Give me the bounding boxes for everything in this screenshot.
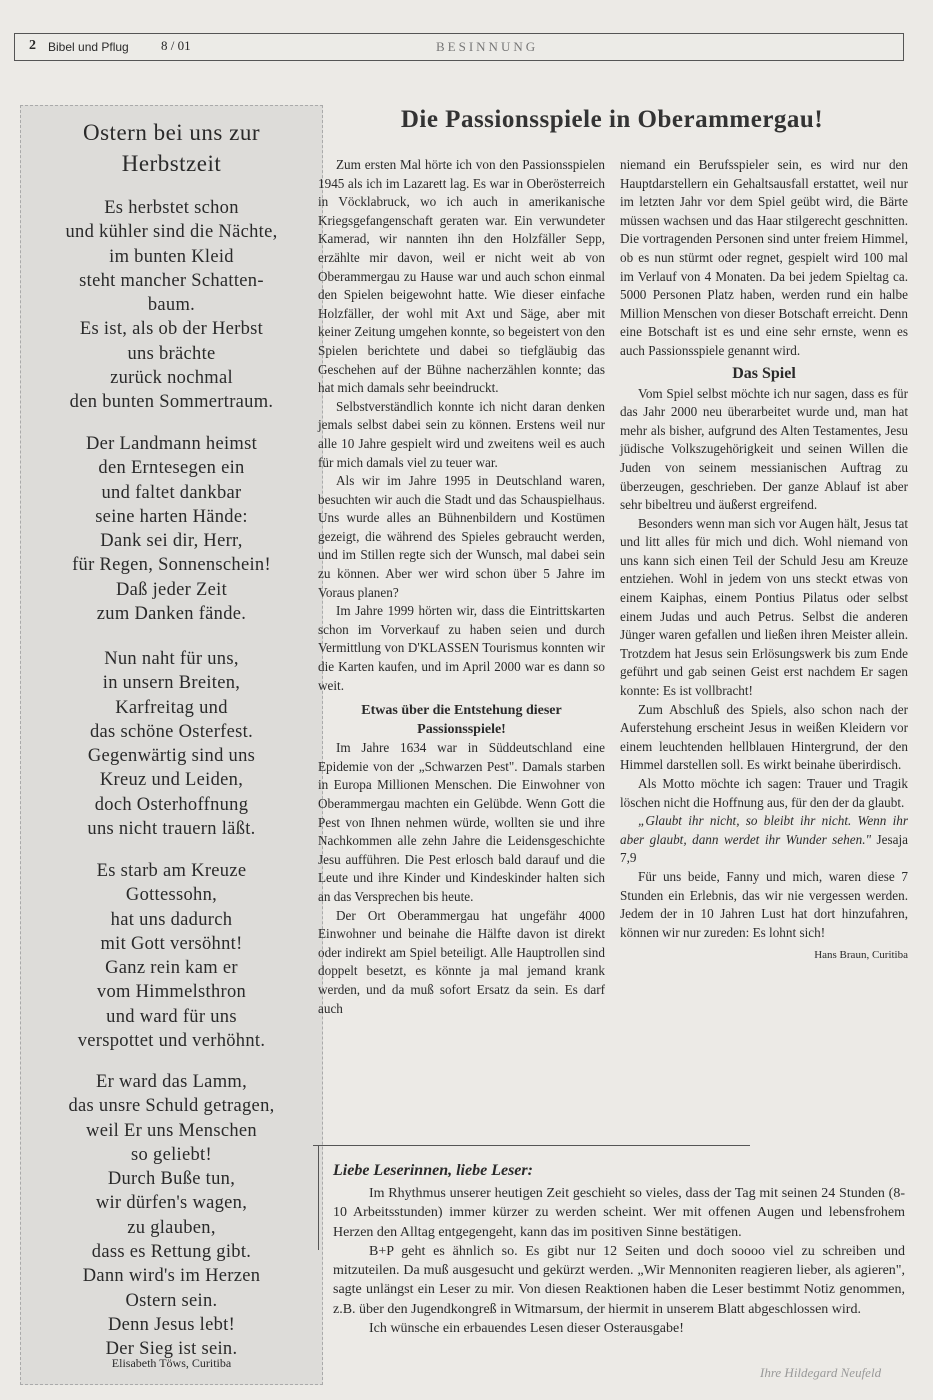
poem-title: Ostern bei uns zur Herbstzeit (83, 120, 260, 176)
paragraph: Der Ort Oberammergau hat ungefähr 4000 Einwohner und beinahe die Hälfte davon ist direkt oder indirekt am Spiel beteiligt. Alle Hauptrollen sind doppelt besetzt, es könnte ja mal jemand krank werden, und da muß sofort Ersatz da sein. Es darf auch (318, 907, 605, 1016)
subheading: Das Spiel (732, 364, 796, 382)
bible-quote: „Glaubt ihr nicht, so bleibt ihr nicht. Wenn ihr aber glaubt, dann werdet ihr Wunder sehen." Jesaja 7,9 (620, 813, 908, 866)
paragraph: Besonders wenn man sich vor Augen hält, Jesus tat und litt alles für mich und dich. Wohl niemand von uns kann sich einen Teil der Schuld Jesu am Kreuze entziehen. Wohl in jedem von uns steckt etwas von einem Kaiphas, einem Pontius Pilatus oder selbst einem Judas und auch Petrus. Selbst die anderen Jünger waren gefallen und ließen ihren Meister allein. Trotzdem hat Jesus sein Erlösungswerk bis zum Ende geführt und gab seinen Geist erst nachdem Er sagen konnte: Es ist vollbracht! (620, 515, 908, 699)
magazine-name: Bibel und Pflug (48, 40, 129, 54)
paragraph: Zum Abschluß des Spiels, also schon nach der Auferstehung erscheint Jesus in weißen Kleidern vor einem leuchtenden hellblauen Hintergrund, der den Himmel darstellen soll. Es wirkt beinahe überirdisch. (620, 701, 908, 773)
paragraph: B+P geht es ähnlich so. Es gibt nur 12 Seiten und doch soooo viel zu schreiben und mitzuteilen. Da muß ausgesucht und gekürzt werden. „Wir Mennoniten reagieren lieber, als agieren", sagte unlängst ein Leser zu mir. Von diesen Reaktionen haben die Leser bestimmt Notiz genommen, z.B. über den Jugendkongreß in Witmarsum, der hiermit in unserem Blatt abgeschlossen wird. (333, 1243, 905, 1317)
poem-stanza-3: Nun naht für uns, in unsern Breiten, Karfreitag und das schöne Osterfest. Gegenwärtig sind uns Kreuz und Leiden, doch Osterhoffnung uns nicht trauern läßt. (87, 649, 256, 840)
section-title: BESINNUNG (436, 39, 539, 54)
subheading: Etwas über die Entstehung dieser Passionsspiele! (361, 703, 562, 738)
article-column-2 (620, 156, 908, 965)
paragraph: Für uns beide, Fanny und mich, waren diese 7 Stunden ein Erlebnis, das wir nie vergessen werden. Jedem der in 10 Jahren Lust hat dort hinzufahren, können wir nur zureden: Es lohnt sich! (620, 868, 908, 940)
poem-stanza-5: Er ward das Lamm, das unsre Schuld getragen, weil Er uns Menschen so geliebt! Durch Buße tun, wir dürfen's wagen, zu glauben, dass es Rettung gibt. Dann wird's im Herzen Ostern sein. Denn Jesus lebt! Der Sieg ist sein. (68, 1072, 275, 1360)
paragraph: Im Jahre 1999 hörten wir, dass die Eintrittskarten schon im Vorverkauf zu haben seien und durch Vermittlung von D'KLASSEN Tourismus konnten wir die Karten kaufen, und im April 2000 war es dann so weit. (318, 603, 605, 693)
note-signature: Ihre Hildegard Neufeld (760, 1365, 882, 1380)
paragraph: Selbstverständlich konnte ich nicht daran denken jemals selbst dabei sein zu können. Erstens weil nur alle 10 Jahre gespielt wird und zweitens weil es auch für mich damals viel zu teuer war. (318, 398, 605, 470)
article-signature: Hans Braun, Curitiba (814, 949, 908, 962)
paragraph: Vom Spiel selbst möchte ich nur sagen, dass es für das Jahr 2000 neu überarbeitet wurde und, man hat mehr als bisher, aufgrund des Alten Testamentes, Jesu jüdische Volkszugehörigkeit und seinen Willen die Juden von seinem messianischen Auftrag zu überzeugen, geschrieben. Der ganze Ablauf ist aber sehr bibeltreu und äußerst ergreifend. (620, 385, 908, 513)
paragraph: Als Motto möchte ich sagen: Trauer und Tragik löschen nicht die Hoffnung aus, für den der da glaubt. (620, 776, 908, 810)
paragraph: Ich wünsche ein erbauendes Lesen dieser Osterausgabe! (369, 1321, 684, 1337)
divider (318, 1145, 319, 1250)
article-column-1 (318, 156, 605, 1018)
poem-stanza-1: Es herbstet schon und kühler sind die Nächte, im bunten Kleid steht mancher Schatten- baum. Es ist, als ob der Herbst uns brächte zurück nochmal den bunten Sommertraum. (65, 198, 278, 413)
poem-stanza-2: Der Landmann heimst den Erntesegen ein und faltet dankbar seine harten Hände: Dank sei dir, Herr, für Regen, Sonnenschein! Daß jeder Zeit zum Danken fände. (72, 434, 271, 625)
paragraph: niemand ein Berufsspieler sein, es wird nur den Hauptdarstellern ein Gehaltsausfall erstattet, weil nur im letzten Jahr vor dem Spiel geübt wird, die Bärte müssen wachsen und das Haar stilgerecht geschnitten. Die vortragenden Personen sind unter freiem Himmel, ob es nun stürmt oder regnet, gespielt wird 100 mal im Verlauf von 4 Monaten. Da bei jedem Spieltag ca. 5000 Personen Platz haben, werden rund ein halbe Million Menschen von dieser Botschaft erreicht. Denn eine Botschaft ist es und eine sehr ernste, wenn es auch Passionsspiele genannt wird. (620, 157, 908, 358)
editor-note (333, 1184, 905, 1338)
poem-stanza-4: Es starb am Kreuze Gottessohn, hat uns dadurch mit Gott versöhnt! Ganz rein kam er vom Himmelsthron und ward für uns verspottet und verhöhnt. (77, 861, 266, 1052)
paragraph: Zum ersten Mal hörte ich von den Passionsspielen 1945 als ich im Lazarett lag. Es war in Oberösterreich in Vöcklabruck, wo ich auch in amerikanische Kriegsgefangenschaft geraten war. Ein verwundeter Kamerad, wir nannten ihn den Holzfäller Sepp, erzählte mir davon, weil er nicht weit ab von Oberammergau zu Hause war und auch schon einmal den Spielen beigewohnt hatte. Wie dieser einfache Holzfäller, der wohl mit Axt und Säge, aber mit keiner Zeitung umgehen konnte, so begeistert von den Spielen berichtete und dabei so tiefgläubig das Geschehen auf der Bühne nacherzählen konnte; das hat mich damals sehr beeindruckt. (318, 157, 605, 396)
article-title: Die Passionsspiele in Oberammergau! (400, 106, 824, 133)
poem-author: Elisabeth Töws, Curitiba (111, 1356, 232, 1370)
paragraph: Als wir im Jahre 1995 in Deutschland waren, besuchten wir auch die Stadt und das Schauspielhaus. Uns wurde alles an Bühnenbildern und Kostümen gezeigt, die während des Spieles gebraucht werden, und im Stillen regte sich der Wunsch, mal dabei sein zu können. Aber wer wird schon über 5 Jahre im Voraus planen? (318, 473, 605, 600)
page-number: 2 (29, 38, 36, 53)
issue-number: 8 / 01 (161, 38, 191, 53)
paragraph: Im Rhythmus unserer heutigen Zeit geschieht so vieles, dass der Tag mit seinen 24 Stunden (8-10 Arbeitsstunden) immer kürzer zu werden scheint. Wer mit offenen Augen und lebensfrohem Herzen den Alltag entgegengeht, kann das im positiven Sinne bestätigen. (333, 1186, 905, 1240)
divider (313, 1145, 750, 1146)
note-heading: Liebe Leserinnen, liebe Leser: (333, 1162, 533, 1179)
page-header (14, 33, 904, 61)
paragraph: Im Jahre 1634 war in Süddeutschland eine Epidemie von der „Schwarzen Pest". Damals starben in Europa Millionen Menschen. Die Einwohner von Oberammergau machten ein Gelübde. Wenn Gott die Pest von Ihnen nehmen würde, wollten sie und ihre Nachkommen alle zehn Jahre die Leidensgeschichte Jesu aufführen. Die Pest erlosch bald darauf und die Leute und ihre Kinder und Kindeskinder halten sich an das Versprechen bis heute. (318, 740, 605, 904)
